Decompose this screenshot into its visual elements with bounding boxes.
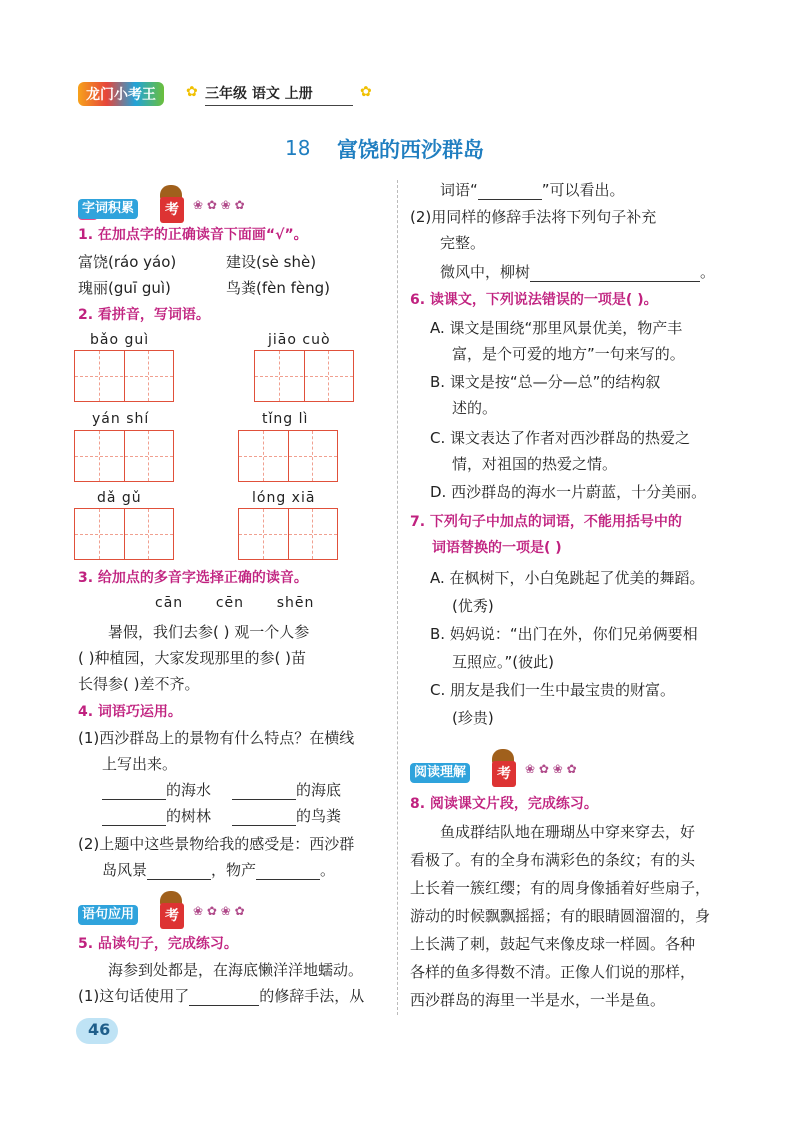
q5-sentence: 海参到处都是，在海底懒洋洋地蠕动。 bbox=[108, 961, 364, 979]
q2-title: 2. 看拼音，写词语。 bbox=[78, 307, 210, 323]
q7-option: A. 在枫树下，小白兔跳起了优美的舞蹈。 bbox=[430, 569, 705, 587]
q6-option: D. 西沙群岛的海水一片蔚蓝，十分美丽。 bbox=[430, 483, 707, 501]
passage-line: 各样的鱼多得数不清。正像人们说的那样， bbox=[410, 963, 696, 981]
passage-line: 鱼成群结队地在珊瑚丛中穿来穿去，好 bbox=[440, 823, 696, 841]
q4-fill: 的海水 bbox=[102, 780, 211, 800]
butterfly-decoration-icon: ❀ ✿ ❀ ✿ bbox=[193, 198, 245, 212]
pinyin-label: bǎo guì bbox=[90, 332, 150, 348]
answer-blank[interactable] bbox=[147, 879, 211, 880]
q5-text: 词语“ ”可以看出。 bbox=[440, 181, 625, 199]
section-yue-label: 阅读理解 bbox=[410, 763, 470, 783]
q4-text: (2)上题中这些景物给我的感受是：西沙群 bbox=[78, 835, 355, 853]
answer-blank[interactable] bbox=[478, 199, 542, 200]
q6-option: 述的。 bbox=[452, 399, 498, 417]
q1-item: 鸟粪(fèn fèng) bbox=[226, 279, 331, 297]
answer-blank[interactable] bbox=[530, 281, 700, 282]
passage-line: 西沙群岛的海里一半是水，一半是鱼。 bbox=[410, 991, 666, 1009]
q8-title: 8. 阅读课文片段，完成练习。 bbox=[410, 796, 598, 812]
butterfly-decoration-icon: ❀ ✿ ❀ ✿ bbox=[525, 762, 577, 776]
butterfly-icon: ✿ bbox=[360, 84, 372, 100]
section-ju-label: 语句应用 bbox=[78, 905, 138, 925]
pinyin-label: lóng xiā bbox=[252, 490, 316, 506]
q3-line: 长得参( )差不齐。 bbox=[78, 675, 200, 693]
butterfly-icon: ✿ bbox=[186, 84, 198, 100]
q4-fill: 的海底 bbox=[232, 780, 341, 800]
q7-option: B. 妈妈说：“出门在外，你们兄弟俩要相 bbox=[430, 625, 698, 643]
answer-blank[interactable] bbox=[256, 879, 320, 880]
writing-grid[interactable] bbox=[254, 350, 354, 402]
writing-grid[interactable] bbox=[238, 508, 338, 560]
q1-title: 1. 在加点字的正确读音下面画“√”。 bbox=[78, 227, 308, 243]
pinyin-label: yán shí bbox=[92, 411, 150, 427]
passage-line: 上长着一簇红缨；有的周身像插着好些扇子， bbox=[410, 879, 711, 897]
q7-option: C. 朋友是我们一生中最宝贵的财富。 bbox=[430, 681, 676, 699]
q6-title: 6. 读课文，下列说法错误的一项是( )。 bbox=[410, 292, 658, 308]
q6-option: 情，对祖国的热爱之情。 bbox=[452, 455, 618, 473]
q3-line: ( )种植园，大家发现那里的参( )苗 bbox=[78, 649, 306, 667]
q5-text: (1)这句话使用了 的修辞手法，从 bbox=[78, 987, 365, 1005]
passage-line: 看极了。有的全身布满彩色的条纹；有的头 bbox=[410, 851, 696, 869]
q7-option: (珍贵) bbox=[452, 709, 494, 727]
lesson-number: 18 bbox=[285, 136, 311, 160]
passage-line: 上长满了刺，鼓起气来像皮球一样圆。各种 bbox=[410, 935, 696, 953]
q4-text: 上写出来。 bbox=[102, 755, 178, 773]
q4-text: (1)西沙群岛上的景物有什么特点？在横线 bbox=[78, 729, 355, 747]
answer-blank[interactable] bbox=[102, 825, 166, 826]
q6-option: 富，是个可爱的地方”一句来写的。 bbox=[452, 345, 685, 363]
q5-text: 微风中，柳树 。 bbox=[440, 263, 716, 281]
q6-option: B. 课文是按“总—分—总”的结构叙 bbox=[430, 373, 661, 391]
passage-line: 游动的时候飘飘摇摇；有的眼睛圆溜溜的，身 bbox=[410, 907, 711, 925]
q5-title: 5. 品读句子，完成练习。 bbox=[78, 936, 238, 952]
answer-blank[interactable] bbox=[102, 799, 166, 800]
writing-grid[interactable] bbox=[74, 350, 174, 402]
q1-item: 富饶(ráo yáo) bbox=[78, 253, 177, 271]
q7-title: 词语替换的一项是( ) bbox=[432, 540, 562, 556]
q3-title: 3. 给加点的多音字选择正确的读音。 bbox=[78, 570, 308, 586]
q5-text: 完整。 bbox=[440, 234, 486, 252]
kao-badge: 考 bbox=[160, 197, 184, 223]
q1-item: 建设(sè shè) bbox=[226, 253, 317, 271]
kao-badge: 考 bbox=[160, 903, 184, 929]
q1-item: 瑰丽(guī guì) bbox=[78, 279, 171, 297]
pinyin-label: jiāo cuò bbox=[268, 332, 331, 348]
q4-fill: 的树林 bbox=[102, 806, 211, 826]
lesson-title: 富饶的西沙群岛 bbox=[337, 138, 484, 162]
answer-blank[interactable] bbox=[232, 825, 296, 826]
q7-option: 互照应。”(彼此) bbox=[452, 653, 554, 671]
q4-fill: 的鸟粪 bbox=[232, 806, 341, 826]
header-grade: 三年级 语文 上册 bbox=[205, 83, 353, 106]
header-brand: 龙门小考王 bbox=[78, 82, 164, 106]
column-divider bbox=[397, 180, 398, 1015]
q6-option: C. 课文表达了作者对西沙群岛的热爱之 bbox=[430, 429, 691, 447]
q3-options: cān cēn shēn bbox=[155, 595, 315, 611]
writing-grid[interactable] bbox=[74, 508, 174, 560]
pinyin-label: dǎ gǔ bbox=[97, 490, 142, 506]
writing-grid[interactable] bbox=[74, 430, 174, 482]
kao-badge: 考 bbox=[492, 761, 516, 787]
q4-text: 岛风景 ，物产 。 bbox=[102, 861, 336, 879]
q6-option: A. 课文是围绕“那里风景优美，物产丰 bbox=[430, 319, 683, 337]
section-ci-label: 字词积累 bbox=[78, 199, 138, 219]
q7-title: 7. 下列句子中加点的词语，不能用括号中的 bbox=[410, 514, 682, 530]
q5-text: (2)用同样的修辞手法将下列句子补充 bbox=[410, 208, 657, 226]
q3-line: 暑假，我们去参( ) 观一个人参 bbox=[108, 623, 310, 641]
pinyin-label: tǐng lì bbox=[262, 411, 309, 427]
answer-blank[interactable] bbox=[189, 1005, 259, 1006]
q4-title: 4. 词语巧运用。 bbox=[78, 704, 182, 720]
q7-option: (优秀) bbox=[452, 597, 494, 615]
writing-grid[interactable] bbox=[238, 430, 338, 482]
answer-blank[interactable] bbox=[232, 799, 296, 800]
page-number: 46 bbox=[88, 1020, 111, 1039]
butterfly-decoration-icon: ❀ ✿ ❀ ✿ bbox=[193, 904, 245, 918]
